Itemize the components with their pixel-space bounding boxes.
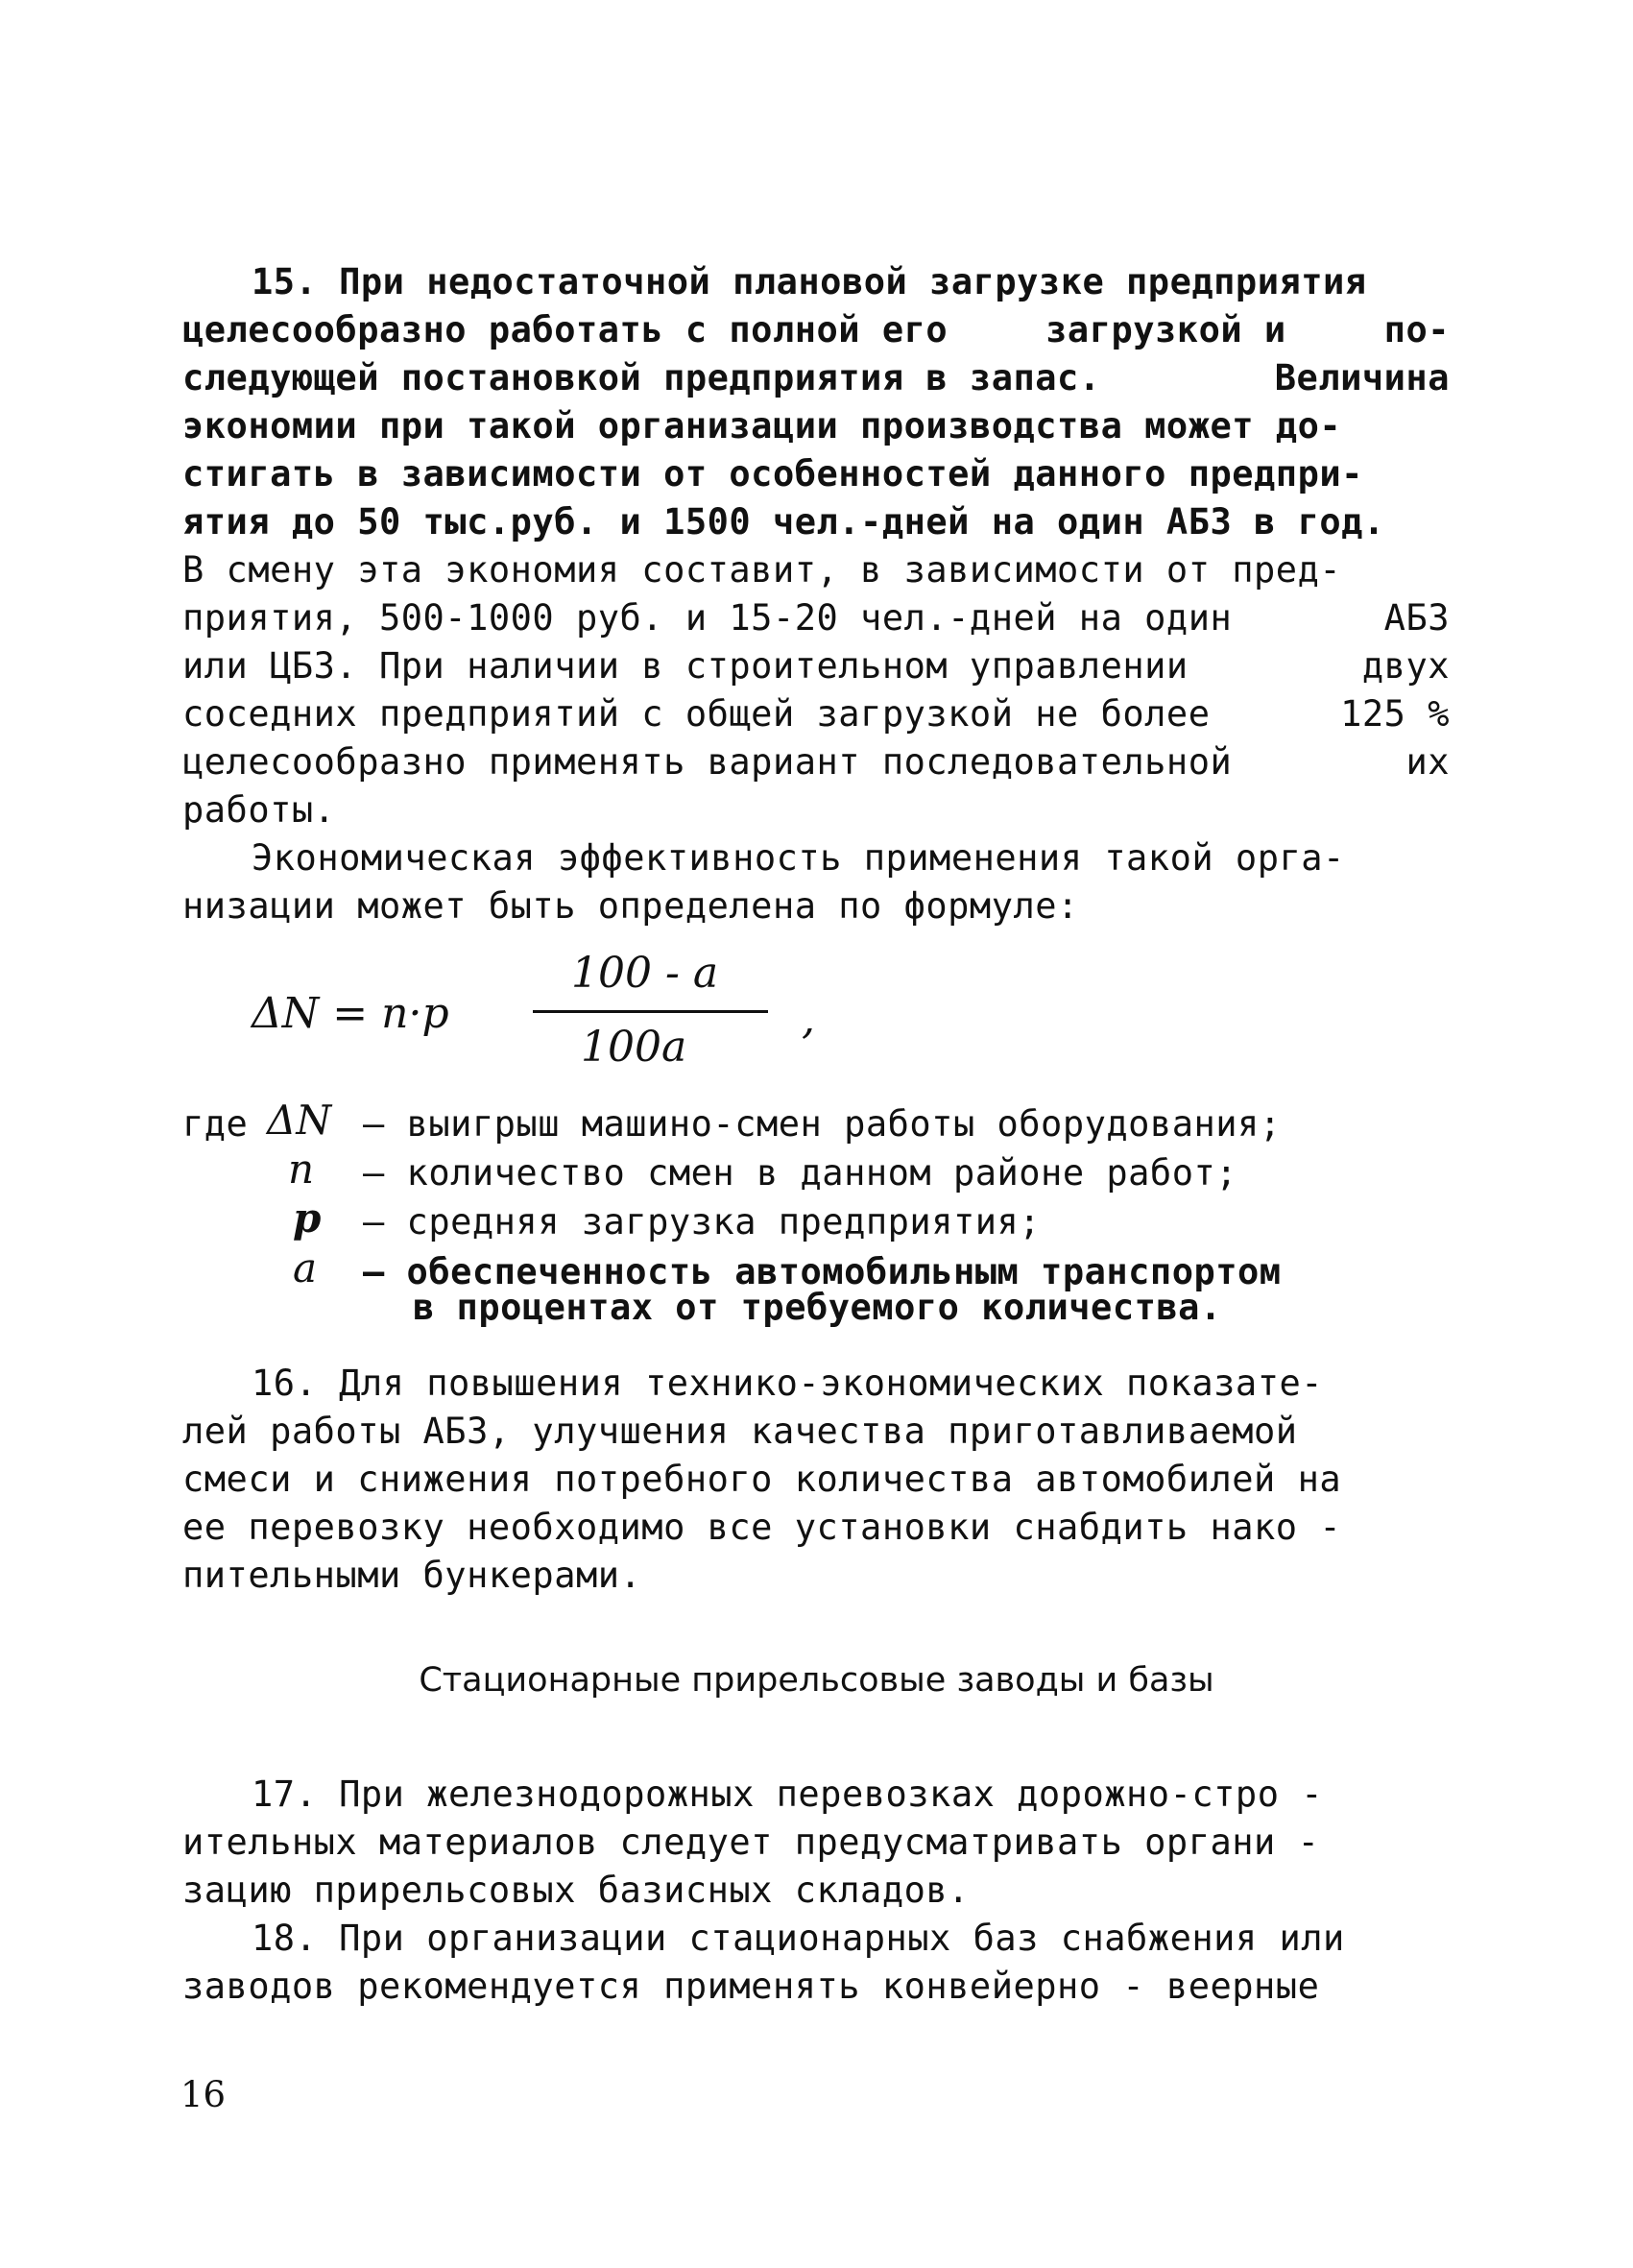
text-line: экономии при такой организации производства может до-: [182, 405, 1342, 446]
formula-numerator: 100 - а: [571, 949, 719, 998]
text-line: пительными бункерами.: [182, 1555, 642, 1596]
text-segment: двух: [1361, 645, 1450, 687]
text-line: работы.: [182, 789, 336, 831]
variable-symbol: р: [293, 1194, 322, 1242]
text-segment: загрузкой и: [1045, 309, 1286, 350]
text-line: 17. При железнодорожных перевозках дорожно-стро -: [252, 1773, 1324, 1815]
text-line: ительных материалов следует предусматривать органи -: [182, 1822, 1320, 1863]
text-line: лей работы АБЗ, улучшения качества приготавливаемой: [182, 1411, 1298, 1452]
text-line: [182, 645, 1450, 687]
variable-description: – обеспеченность автомобильным транспортом: [363, 1251, 1282, 1292]
variable-symbol: а: [293, 1244, 318, 1291]
text-line: заводов рекомендуется применять конвейерно - веерные: [182, 1966, 1320, 2007]
formula-denominator: 100а: [581, 1023, 687, 1072]
variable-symbol: п: [288, 1146, 315, 1193]
formula-tail: ,: [802, 995, 815, 1044]
text-segment: по-: [1383, 309, 1450, 350]
text-segment: 125 %: [1340, 693, 1450, 735]
text-segment: приятия, 500-1000 руб. и 15-20 чел.-дней на один: [182, 597, 1233, 639]
text-segment: целесообразно работать с полной его: [182, 309, 949, 350]
text-line: стигать в зависимости от особенностей данного предпри-: [182, 453, 1363, 495]
text-line: [182, 693, 1450, 735]
text-segment: или ЦБЗ. При наличии в строительном управлении: [182, 645, 1189, 687]
fraction-bar: [533, 1010, 768, 1013]
text-line: низации может быть определена по формуле:: [182, 885, 1079, 927]
text-line: 16. Для повышения технико-экономических показате-: [252, 1363, 1324, 1404]
text-line: ее перевозку необходимо все установки снабдить нако -: [182, 1507, 1342, 1548]
page-number: 16: [180, 2074, 227, 2115]
text-line: [182, 597, 1450, 639]
text-line: 18. При организации стационарных баз снабжения или: [252, 1918, 1345, 1959]
text-line: 15. При недостаточной плановой загрузке предприятия: [252, 261, 1367, 302]
section-heading: Стационарные прирельсовые заводы и базы: [419, 1661, 1214, 1700]
variable-symbol: ΔN: [267, 1097, 332, 1144]
text-line: Экономическая эффективность применения такой орга-: [252, 837, 1345, 879]
text-segment: целесообразно применять вариант последовательной: [182, 741, 1233, 783]
variable-description: в процентах от требуемого количества.: [413, 1287, 1222, 1328]
text-line: смеси и снижения потребного количества автомобилей на: [182, 1459, 1342, 1500]
text-line: [182, 309, 1450, 350]
formula-lhs: ΔN = п·р: [252, 989, 449, 1038]
text-segment: следующей постановкой предприятия в запас.: [182, 357, 1101, 398]
text-segment: АБЗ: [1383, 597, 1450, 639]
variable-description: – средняя загрузка предприятия;: [363, 1201, 1042, 1243]
text-segment: Величина: [1274, 357, 1450, 398]
text-segment: их: [1405, 741, 1450, 783]
text-line: [182, 741, 1450, 783]
text-line: [182, 357, 1450, 398]
where-prefix: где: [182, 1103, 249, 1145]
text-segment: соседних предприятий с общей загрузкой не более: [182, 693, 1211, 735]
text-line: В смену эта экономия составит, в зависимости от пред-: [182, 549, 1342, 591]
variable-description: – количество смен в данном районе работ;: [363, 1152, 1238, 1194]
variable-description: – выигрыш машино-смен работы оборудования;: [363, 1103, 1282, 1145]
text-line: ятия до 50 тыс.руб. и 1500 чел.-дней на один АБЗ в год.: [182, 501, 1385, 543]
text-line: зацию прирельсовых базисных складов.: [182, 1870, 970, 1911]
